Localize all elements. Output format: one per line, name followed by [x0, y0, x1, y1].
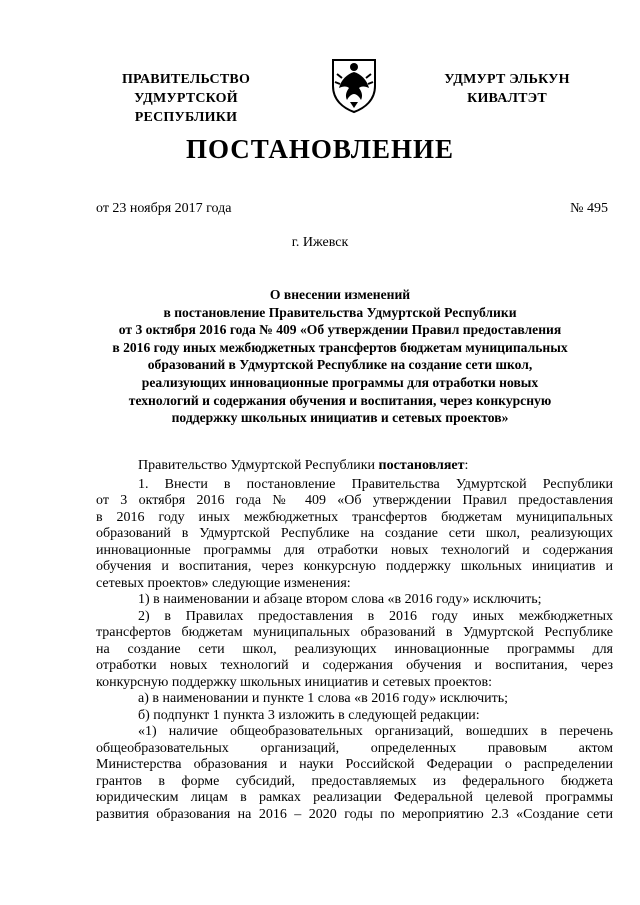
paragraph-1 — [96, 477, 613, 593]
subject-line: образований в Удмуртской Республике на создание сети школ, — [147, 357, 533, 373]
document-subject — [80, 286, 600, 427]
header-right-line2: КИВАЛТЭТ — [467, 91, 547, 106]
subject-line: в постановление Правительства Удмуртской Республики — [163, 304, 517, 320]
paragraph-6 — [96, 724, 613, 823]
subject-line: О внесении изменений — [269, 287, 411, 302]
intro-bold: постановляет — [378, 458, 465, 473]
p1-line: в 2016 году иных межбюджетных трансфертов бюджетам муниципальных — [96, 509, 613, 525]
p3-line: трансфертов бюджетам муниципальных образований в Удмуртской Республике — [96, 625, 613, 640]
p1-line: инновационные программы для отработки новых технологий и содержания — [96, 542, 613, 558]
intro-paragraph — [96, 458, 613, 475]
p1-line: от 3 октября 2016 года № 409 «Об утверждении Правил предоставления — [96, 493, 613, 508]
p6-line: Министерства образования и науки Российской Федерации о распределении — [96, 757, 613, 772]
subject-line: технологий и содержания обучения и воспитания, через конкурсную — [128, 392, 552, 408]
header-left-line1: ПРАВИТЕЛЬСТВО — [121, 72, 251, 87]
p6-line: развития образования на 2016 – 2020 годы по мероприятию 2.3 «Создание сети — [96, 806, 613, 822]
subject-line: реализующих инновационные программы для отработки новых — [141, 374, 539, 390]
subject-line: от 3 октября 2016 года № 409 «Об утверждении Правил предоставления — [118, 322, 562, 338]
p1-line: 1. Внести в постановление Правительства Удмуртской Республики — [138, 476, 613, 492]
header-left — [86, 70, 286, 127]
p6-line: «1) наличие общеобразовательных организаций, вошедших в перечень — [138, 724, 613, 739]
p3-line: на создание сети школ, реализующих инновационные программы для — [96, 641, 613, 657]
intro-text: Правительство Удмуртской Республики — [138, 458, 379, 473]
header-left-line2: УДМУРТСКОЙ РЕСПУБЛИКИ — [134, 91, 238, 125]
paragraph-3 — [96, 609, 613, 692]
intro-colon: : — [464, 458, 469, 473]
p3-line: 2) в Правилах предоставления в 2016 году иных межбюджетных — [138, 608, 613, 624]
p6-line: юридическим лицам в рамках реализации Федеральной целевой программы — [96, 790, 613, 805]
subject-line: поддержку школьных инициатив и сетевых проектов» — [171, 410, 509, 426]
p3-line: конкурсную поддержку школьных инициатив и сетевых проектов: — [96, 674, 493, 690]
header-right-line1: УДМУРТ ЭЛЬКУН — [444, 72, 570, 87]
document-number: № 495 — [570, 201, 608, 216]
subject-line: в 2016 году иных межбюджетных трансфертов бюджетам муниципальных — [112, 339, 568, 355]
paragraph-2: 1) в наименовании и абзаце втором слова «в 2016 году» исключить; — [138, 592, 542, 607]
document-city: г. Ижевск — [291, 235, 349, 250]
p1-line: обучения и воспитания, через конкурсную поддержку школьных инициатив и — [96, 559, 613, 574]
header-right — [432, 70, 582, 108]
document-date: от 23 ноября 2017 года — [96, 201, 232, 216]
paragraph-5: б) подпункт 1 пункта 3 изложить в следующей редакции: — [138, 707, 480, 723]
document-title: ПОСТАНОВЛЕНИЕ — [185, 134, 455, 164]
p1-line: сетевых проектов» следующие изменения: — [96, 575, 351, 591]
p1-line: образований в Удмуртской Республике на создание сети школ, реализующих — [96, 526, 613, 541]
paragraph-4: а) в наименовании и пункте 1 слова «в 2016 году» исключить; — [138, 691, 509, 706]
p6-line: общеобразовательных организаций, определенных правовым актом — [96, 740, 613, 756]
p6-line: грантов в форме субсидий, предоставляемых из федерального бюджета — [96, 773, 613, 789]
udmurt-coat-of-arms-icon — [329, 56, 379, 114]
document-body — [96, 458, 613, 823]
p3-line: отработки новых технологий и содержания обучения и воспитания, через — [96, 658, 613, 673]
